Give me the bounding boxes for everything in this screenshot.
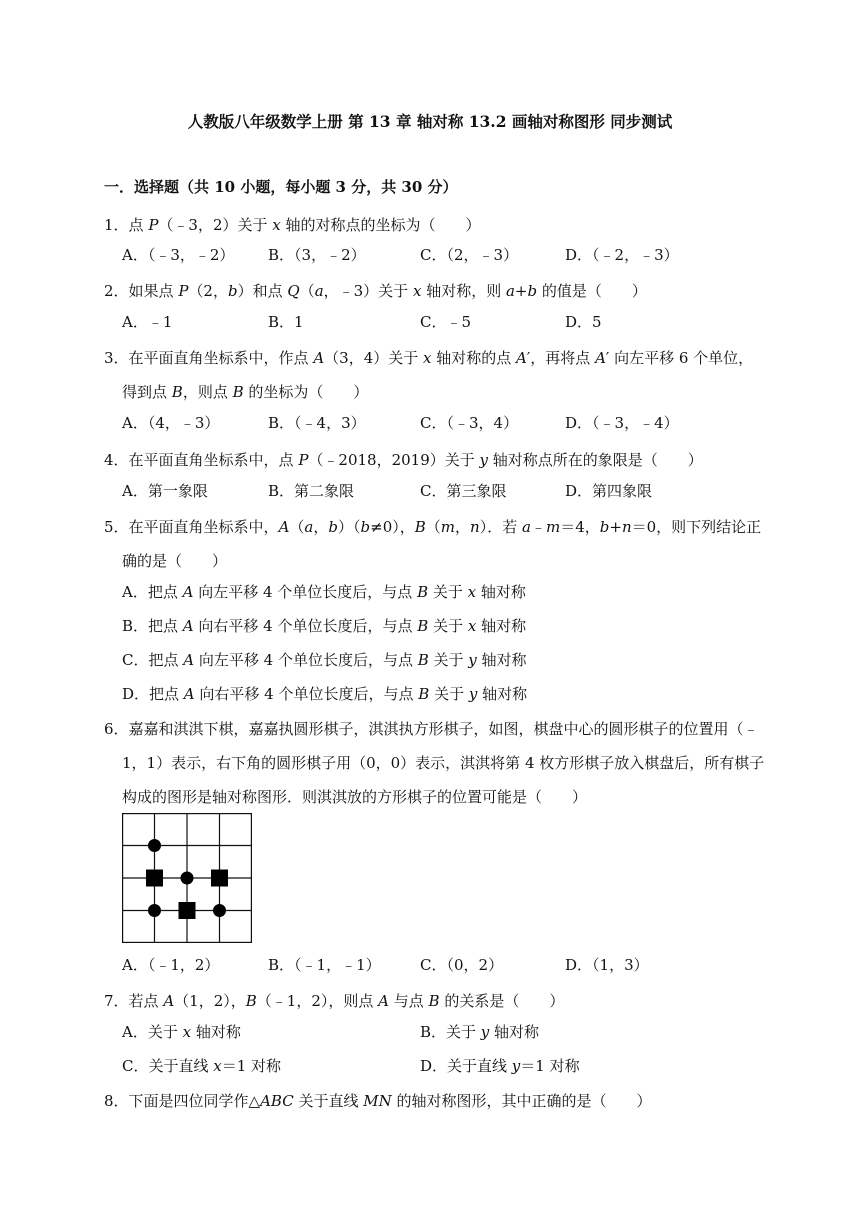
math-variable: P: [178, 282, 189, 300]
math-variable: A: [378, 992, 389, 1010]
q5-option-a[interactable]: [122, 581, 526, 603]
math-variable: A: [183, 651, 195, 669]
math-variable: A: [182, 617, 194, 635]
math-variable: m: [440, 518, 456, 536]
text-run: B．关于: [420, 1023, 481, 1041]
text-run: 关于直线: [293, 1092, 364, 1110]
question-stem-line1: 嘉嘉和淇淇下棋，嘉嘉执圆形棋子，淇淇执方形棋子，如图，棋盘中心的圆形棋子的位置用（﹣: [128, 720, 759, 738]
math-variable: b: [328, 518, 338, 536]
text-run: ﹣: [530, 518, 546, 536]
text-run: 的坐标为（ ）: [243, 383, 369, 401]
text-run: 得到点: [122, 383, 172, 401]
text-run: 在平面直角坐标系中，点: [128, 451, 299, 469]
text-run: ）（: [338, 518, 361, 536]
question-stem-line2: 1，1）表示，右下角的圆形棋子用（0，0）表示，淇淇将第 4 枚方形棋子放入棋盘后，所有棋子: [122, 754, 765, 772]
round-piece: [213, 904, 226, 917]
square-piece: [146, 870, 163, 887]
math-variable: n: [470, 518, 480, 536]
text-run: C．关于直线: [122, 1057, 214, 1075]
text-run: 轴的对称点的坐标为（ ）: [280, 216, 481, 234]
q2-option-b[interactable]: B．1: [268, 313, 304, 331]
text-run: ，则点: [182, 383, 233, 401]
text-run: ）．若: [479, 518, 522, 536]
math-variable: b: [599, 518, 610, 536]
math-variable: B: [417, 583, 429, 601]
text-run: 轴对称: [489, 1023, 540, 1041]
text-run: D．关于直线: [420, 1057, 512, 1075]
question-3: [104, 341, 764, 409]
question-6: [104, 712, 768, 814]
text-run: ，﹣3）关于: [323, 282, 413, 300]
math-variable: y: [511, 1057, 521, 1075]
math-variable: B: [232, 383, 244, 401]
q6-option-c[interactable]: C．（0，2）: [420, 956, 504, 974]
chess-board-figure: [122, 813, 252, 943]
q2-option-d[interactable]: D．5: [565, 313, 602, 331]
text-run: （: [289, 518, 305, 536]
text-run: A．把点: [122, 583, 183, 601]
square-piece: [211, 870, 228, 887]
text-run: +: [514, 282, 528, 300]
q1-option-d[interactable]: D．（﹣2，﹣3）: [565, 246, 679, 264]
text-run: 关于: [428, 583, 468, 601]
text-run: ＝1 对称: [221, 1057, 282, 1075]
q6-option-b[interactable]: B．（﹣1，﹣1）: [268, 956, 381, 974]
page-title: 人教版八年级数学上册 第 13 章 轴对称 13.2 画轴对称图形 同步测试: [187, 112, 673, 131]
text-run: ＝0，则下列结论正: [631, 518, 762, 536]
math-variable: Q: [287, 282, 300, 300]
text-run: 在平面直角坐标系中，: [128, 518, 279, 536]
math-variable: B: [414, 518, 426, 536]
text-run: （: [299, 282, 315, 300]
question-stem-line2: [104, 375, 764, 409]
question-number: 4．: [104, 451, 129, 469]
question-stem: [129, 1092, 652, 1110]
math-variable: b: [227, 282, 238, 300]
text-run: ≠0），: [370, 518, 415, 536]
question-number: 1．: [104, 216, 129, 234]
text-run: ′，再将点: [526, 349, 596, 367]
q4-option-c[interactable]: C．第三象限: [420, 482, 507, 500]
math-variable: A: [516, 349, 527, 367]
round-piece: [148, 904, 161, 917]
question-7: [104, 984, 764, 1018]
q3-option-c[interactable]: C．（﹣3，4）: [420, 414, 519, 432]
q4-option-b[interactable]: B．第二象限: [268, 482, 355, 500]
round-piece: [148, 839, 161, 852]
text-run: ，: [313, 518, 329, 536]
text-run: 轴对称点所在的象限是（ ）: [488, 451, 703, 469]
math-variable: a: [304, 518, 314, 536]
math-variable: x: [412, 282, 422, 300]
text-run: D．把点: [122, 685, 184, 703]
text-run: C．把点: [122, 651, 184, 669]
math-variable: a: [314, 282, 324, 300]
question-stem: [129, 216, 481, 234]
text-run: 确的是（ ）: [122, 552, 228, 570]
text-run: A．关于: [122, 1023, 183, 1041]
math-variable: B: [245, 992, 257, 1010]
q6-option-d[interactable]: D．（1，3）: [565, 956, 649, 974]
text-run: 点: [128, 216, 149, 234]
math-variable: B: [418, 685, 430, 703]
text-run: （﹣2018，2019）关于: [308, 451, 480, 469]
math-variable: b: [527, 282, 538, 300]
math-variable: b: [360, 518, 371, 536]
math-variable: A: [278, 518, 290, 536]
q4-option-a[interactable]: A．第一象限: [122, 482, 208, 500]
question-stem-line1: [129, 518, 762, 536]
math-variable: x: [182, 1023, 192, 1041]
math-variable: m: [545, 518, 561, 536]
text-run: 如果点: [128, 282, 179, 300]
text-run: 下面是四位同学作△: [128, 1092, 261, 1110]
math-variable: A: [182, 583, 194, 601]
q3-option-d[interactable]: D．（﹣3，﹣4）: [565, 414, 679, 432]
question-stem-line2: [104, 544, 764, 578]
math-variable: A: [313, 349, 325, 367]
math-variable: B: [171, 383, 183, 401]
text-run: ＝4，: [560, 518, 600, 536]
round-piece: [181, 872, 194, 885]
text-run: （: [425, 518, 441, 536]
q5-option-b[interactable]: [122, 615, 526, 637]
question-number: 7．: [104, 992, 129, 1010]
text-run: 向左平移 4 个单位长度后，与点: [193, 583, 418, 601]
question-4: [104, 443, 764, 477]
question-stem: [129, 992, 565, 1010]
math-variable: A: [595, 349, 606, 367]
question-1: [104, 208, 764, 242]
question-number: 8．: [104, 1092, 129, 1110]
text-run: 的关系是（ ）: [439, 992, 565, 1010]
text-run: 在平面直角坐标系中，作点: [128, 349, 314, 367]
question-5: [104, 510, 764, 578]
text-run: ＝1 对称: [520, 1057, 580, 1075]
math-variable: B: [417, 651, 429, 669]
text-run: 的值是（ ）: [537, 282, 647, 300]
text-run: （﹣3，2）关于: [158, 216, 273, 234]
question-8: [104, 1084, 764, 1118]
math-variable: n: [621, 518, 632, 536]
q2-option-a[interactable]: A．﹣1: [122, 313, 173, 331]
q5-option-c[interactable]: [122, 649, 527, 671]
text-run: （﹣1，2），则点: [256, 992, 379, 1010]
q7-option-c[interactable]: [122, 1055, 281, 1077]
text-run: 轴对称: [476, 617, 527, 635]
question-stem-line3: 构成的图形是轴对称图形．则淇淇放的方形棋子的位置可能是（ ）: [122, 788, 588, 806]
question-number: 6．: [104, 720, 129, 738]
text-run: +: [609, 518, 622, 536]
q4-option-d[interactable]: D．第四象限: [565, 482, 653, 500]
math-variable: y: [479, 451, 489, 469]
question-number: 3．: [104, 349, 129, 367]
math-variable: MN: [363, 1092, 392, 1110]
math-variable: y: [468, 651, 477, 669]
text-run: B．把点: [122, 617, 183, 635]
text-run: 若点: [128, 992, 164, 1010]
math-variable: B: [417, 617, 429, 635]
text-run: 的轴对称图形，其中正确的是（ ）: [391, 1092, 652, 1110]
math-variable: x: [213, 1057, 222, 1075]
math-variable: x: [272, 216, 281, 234]
q2-option-c[interactable]: C．﹣5: [420, 313, 472, 331]
q3-option-b[interactable]: B．（﹣4，3）: [268, 414, 366, 432]
text-run: （2，: [188, 282, 228, 300]
question-stem: [129, 451, 703, 469]
q7-option-b[interactable]: [420, 1021, 539, 1043]
math-variable: x: [467, 617, 477, 635]
text-run: ′ 向左平移 6 个单位，: [605, 349, 754, 367]
text-run: （3，4）关于: [324, 349, 424, 367]
text-run: 轴对称: [476, 583, 526, 601]
text-run: 向右平移 4 个单位长度后，与点: [194, 685, 419, 703]
q5-option-d[interactable]: [122, 683, 527, 705]
text-run: 关于: [428, 651, 469, 669]
text-run: 关于: [429, 685, 469, 703]
q7-option-d[interactable]: [420, 1055, 580, 1077]
text-run: 轴对称的点: [431, 349, 517, 367]
text-run: 轴对称: [477, 685, 528, 703]
math-variable: ABC: [260, 1092, 294, 1110]
math-variable: x: [467, 583, 477, 601]
math-variable: P: [148, 216, 159, 234]
question-stem-line1: [129, 349, 754, 367]
q1-option-b[interactable]: B．（3，﹣2）: [268, 246, 366, 264]
question-number: 2．: [104, 282, 129, 300]
math-variable: P: [298, 451, 309, 469]
square-piece: [179, 902, 196, 919]
text-run: 轴对称: [191, 1023, 241, 1041]
question-2: [104, 274, 764, 308]
text-run: （1，2），: [174, 992, 246, 1010]
question-stem: [129, 282, 647, 300]
section-heading: 一．选择题（共 10 小题，每小题 3 分，共 30 分）: [104, 178, 458, 196]
text-run: ，: [455, 518, 471, 536]
question-number: 5．: [104, 518, 129, 536]
text-run: 与点: [389, 992, 429, 1010]
text-run: 向右平移 4 个单位长度后，与点: [193, 617, 418, 635]
math-variable: A: [163, 992, 175, 1010]
text-run: ）和点: [237, 282, 288, 300]
math-variable: a: [505, 282, 515, 300]
math-variable: B: [428, 992, 440, 1010]
math-variable: y: [468, 685, 478, 703]
math-variable: x: [423, 349, 432, 367]
math-variable: y: [480, 1023, 490, 1041]
q7-option-a[interactable]: [122, 1021, 241, 1043]
q6-option-a[interactable]: A．（﹣1，2）: [122, 956, 220, 974]
math-variable: a: [522, 518, 531, 536]
text-run: 关于: [428, 617, 468, 635]
q1-option-c[interactable]: C．（2，﹣3）: [420, 246, 519, 264]
math-variable: A: [183, 685, 195, 703]
text-run: 向左平移 4 个单位长度后，与点: [194, 651, 418, 669]
q3-option-a[interactable]: A．（4，﹣3）: [122, 414, 220, 432]
text-run: 轴对称: [476, 651, 527, 669]
q1-option-a[interactable]: A．（﹣3，﹣2）: [122, 246, 235, 264]
text-run: 轴对称，则: [421, 282, 506, 300]
